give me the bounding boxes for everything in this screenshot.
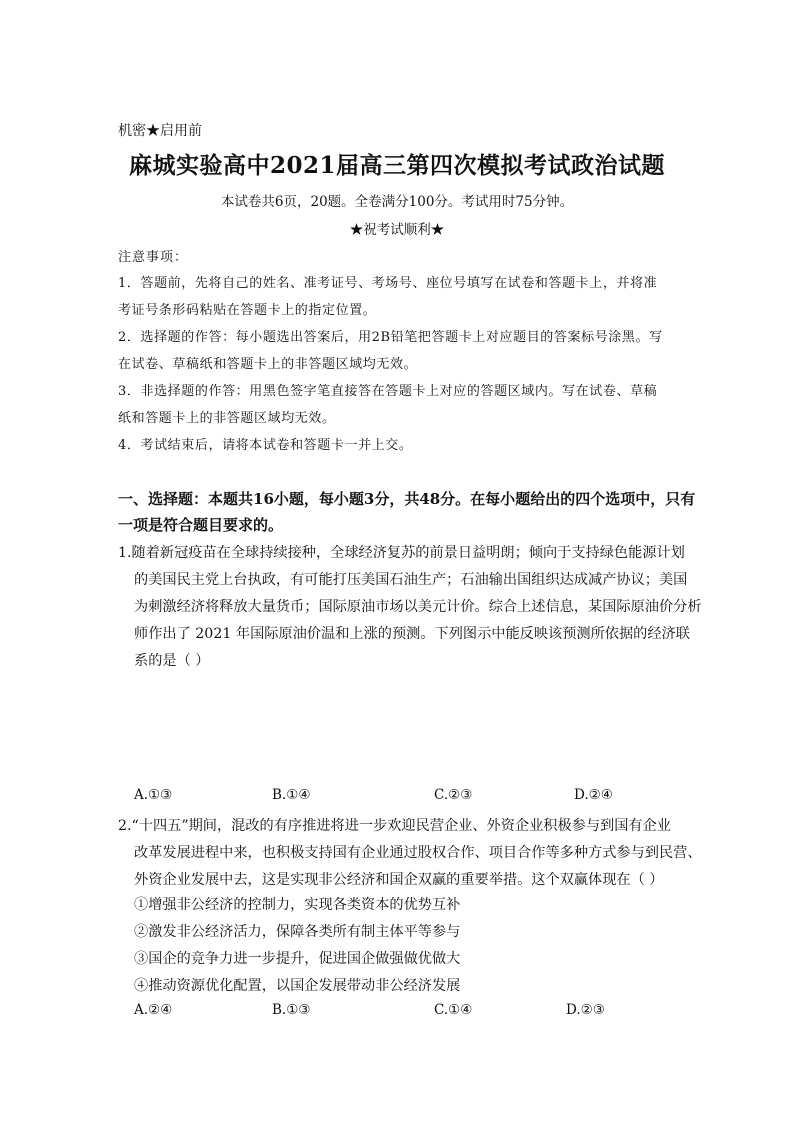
page-title: 麻城实验高中2021届高三第四次模拟考试政治试题 (128, 152, 665, 179)
confidential-label: 机密★启用前 (118, 123, 202, 139)
note-line: 4．考试结束后，请将本试卷和答题卡一并上交。 (118, 438, 413, 453)
note-line: 2．选择题的作答：每小题选出答案后，用2B铅笔把答题卡上对应题目的答案标号涂黑。写 (118, 330, 663, 345)
question-1-line: 1.随着新冠疫苗在全球持续接种，全球经济复苏的前景日益明朗；倾向于支持绿色能源计划 (118, 545, 685, 561)
question-1-option-c: C.②③ (434, 787, 473, 803)
question-1-option-a: A.①③ (134, 787, 173, 803)
question-1-option-b: B.①④ (272, 787, 311, 803)
question-1-line: 师作出了 2021 年国际原油价温和上涨的预测。下列图示中能反映该预测所依据的经济联 (134, 626, 690, 642)
question-1-line: 系的是（ ） (134, 653, 210, 669)
note-line: 考证号条形码粘贴在答题卡上的指定位置。 (118, 303, 377, 318)
note-line: 1．答题前，先将自己的姓名、准考证号、考场号、座位号填写在试卷和答题卡上，并将准 (118, 276, 658, 291)
question-1-line: 的美国民主党上台执政，有可能打压美国石油生产；石油输出国组织达成减产协议；美国 (134, 572, 688, 588)
note-line: 3．非选择题的作答：用黑色签字笔直接答在答题卡上对应的答题区域内。写在试卷、草稿 (118, 384, 658, 399)
section-heading: 一、选择题：本题共16小题，每小题3分，共48分。在每小题给出的四个选项中，只有 (118, 490, 696, 508)
question-2-line: 2.“十四五”期间，混改的有序推进将进一步欢迎民营企业、外资企业积极参与到国有企业 (118, 818, 671, 834)
question-2-item: ①增强非公经济的控制力，实现各类资本的优势互补 (134, 897, 461, 913)
good-luck-line: ★祝考试顺利★ (349, 222, 445, 238)
question-2-item: ②激发非公经济活力，保障各类所有制主体平等参与 (134, 924, 461, 940)
question-2-line: 外资企业发展中去，这是实现非公经济和国企双赢的重要举措。这个双赢体现在（ ） (134, 872, 664, 888)
question-2-line: 改革发展进程中来，也积极支持国有企业通过股权合作、项目合作等多种方式参与到民营、 (134, 845, 702, 861)
question-2-option-c: C.①④ (434, 1002, 473, 1018)
note-line: 纸和答题卡上的非答题区域均无效。 (118, 411, 336, 426)
question-2-option-d: D.②③ (566, 1002, 605, 1018)
question-2-option-b: B.①③ (272, 1002, 311, 1018)
note-line: 在试卷、草稿纸和答题卡上的非答题区域均无效。 (118, 357, 418, 372)
exam-info: 本试卷共6页，20题。全卷满分100分。考试用时75分钟。 (220, 194, 574, 210)
question-1-option-d: D.②④ (574, 787, 613, 803)
question-2-option-a: A.②④ (134, 1002, 173, 1018)
question-2-item: ③国企的竞争力进一步提升，促进国企做强做优做大 (134, 951, 461, 967)
section-heading: 一项是符合题目要求的。 (118, 516, 284, 534)
question-1-line: 为刺激经济将释放大量货币；国际原油市场以美元计价。综合上述信息，某国际原油价分析 (134, 599, 702, 615)
question-2-item: ④推动资源优化配置，以国企发展带动非公经济发展 (134, 978, 461, 994)
notes-title: 注意事项： (118, 250, 189, 265)
